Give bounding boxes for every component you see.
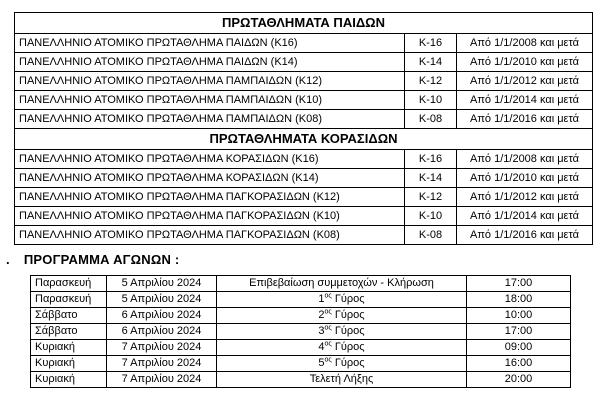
round-label: Γύρος bbox=[334, 341, 365, 353]
program-time: 20:00 bbox=[467, 372, 571, 388]
birth-eligibility: Από 1/1/2014 και μετά bbox=[457, 207, 593, 226]
championships-table bbox=[14, 12, 593, 245]
program-time: 16:00 bbox=[467, 356, 571, 372]
program-row bbox=[31, 372, 571, 388]
program-date: 7 Απριλίου 2024 bbox=[107, 356, 217, 372]
program-day: Σάββατο bbox=[31, 324, 107, 340]
birth-eligibility: Από 1/1/2014 και μετά bbox=[457, 91, 593, 110]
category-code: Κ-12 bbox=[405, 72, 457, 91]
round-label: Γύρος bbox=[334, 309, 365, 321]
program-event bbox=[217, 276, 467, 292]
program-date: 5 Απριλίου 2024 bbox=[107, 292, 217, 308]
round-label: Γύρος bbox=[334, 325, 365, 337]
birth-eligibility: Από 1/1/2008 και μετά bbox=[457, 150, 593, 169]
round-label: Γύρος bbox=[334, 293, 365, 305]
category-code: Κ-08 bbox=[405, 110, 457, 129]
program-row bbox=[31, 292, 571, 308]
program-day: Κυριακή bbox=[31, 356, 107, 372]
girls-section-header-row bbox=[15, 129, 593, 150]
program-event bbox=[217, 324, 467, 340]
round-number: 2 bbox=[318, 309, 325, 321]
program-date: 7 Απριλίου 2024 bbox=[107, 340, 217, 356]
category-code: Κ-10 bbox=[405, 91, 457, 110]
table-row bbox=[15, 53, 593, 72]
category-code: Κ-16 bbox=[405, 34, 457, 53]
championship-name: ΠΑΝΕΛΛΗΝΙΟ ΑΤΟΜΙΚΟ ΠΡΩΤΑΘΛΗΜΑ ΠΑΓΚΟΡΑΣΙΔΩΝ (Κ10) bbox=[15, 207, 405, 226]
birth-eligibility: Από 1/1/2012 και μετά bbox=[457, 72, 593, 91]
category-code: Κ-14 bbox=[405, 169, 457, 188]
table-row bbox=[15, 207, 593, 226]
program-title: ΠΡΟΓΡΑΜΜΑ ΑΓΩΝΩΝ : bbox=[23, 252, 180, 267]
program-event bbox=[217, 372, 467, 388]
table-row bbox=[15, 169, 593, 188]
round-ordinal-suffix: ος bbox=[324, 340, 332, 348]
round-ordinal-suffix: ος bbox=[324, 324, 332, 332]
program-row bbox=[31, 276, 571, 292]
program-day: Κυριακή bbox=[31, 372, 107, 388]
program-table bbox=[30, 275, 571, 388]
round-label: Γύρος bbox=[334, 357, 365, 369]
program-row bbox=[31, 324, 571, 340]
round-number: 4 bbox=[318, 341, 325, 353]
program-bullet: . bbox=[6, 252, 10, 267]
round-ordinal-suffix: ος bbox=[324, 356, 332, 364]
championship-name: ΠΑΝΕΛΛΗΝΙΟ ΑΤΟΜΙΚΟ ΠΡΩΤΑΘΛΗΜΑ ΠΑΜΠΑΙΔΩΝ (Κ08) bbox=[15, 110, 405, 129]
birth-eligibility: Από 1/1/2010 και μετά bbox=[457, 169, 593, 188]
program-day: Παρασκευή bbox=[31, 292, 107, 308]
program-date: 6 Απριλίου 2024 bbox=[107, 324, 217, 340]
program-time: 17:00 bbox=[467, 276, 571, 292]
table-row bbox=[15, 91, 593, 110]
birth-eligibility: Από 1/1/2008 και μετά bbox=[457, 34, 593, 53]
program-event bbox=[217, 308, 467, 324]
championship-name: ΠΑΝΕΛΛΗΝΙΟ ΑΤΟΜΙΚΟ ΠΡΩΤΑΘΛΗΜΑ ΠΑΙΔΩΝ (Κ14) bbox=[15, 53, 405, 72]
table-row bbox=[15, 110, 593, 129]
birth-eligibility: Από 1/1/2010 και μετά bbox=[457, 53, 593, 72]
program-day: Σάββατο bbox=[31, 308, 107, 324]
championship-name: ΠΑΝΕΛΛΗΝΙΟ ΑΤΟΜΙΚΟ ΠΡΩΤΑΘΛΗΜΑ ΚΟΡΑΣΙΔΩΝ (Κ16) bbox=[15, 150, 405, 169]
boys-section-title: ΠΡΩΤΑΘΛΗΜΑΤΑ ΠΑΙΔΩΝ bbox=[15, 13, 593, 34]
round-ordinal-suffix: ος bbox=[324, 292, 332, 300]
round-number: 1 bbox=[318, 293, 325, 305]
event-label: Επιβεβαίωση συμμετοχών - Κλήρωση bbox=[249, 277, 434, 289]
birth-eligibility: Από 1/1/2016 και μετά bbox=[457, 226, 593, 245]
program-time: 17:00 bbox=[467, 324, 571, 340]
birth-eligibility: Από 1/1/2016 και μετά bbox=[457, 110, 593, 129]
table-row bbox=[15, 150, 593, 169]
program-date: 6 Απριλίου 2024 bbox=[107, 308, 217, 324]
program-row bbox=[31, 340, 571, 356]
category-code: Κ-10 bbox=[405, 207, 457, 226]
round-number: 5 bbox=[318, 357, 325, 369]
program-day: Κυριακή bbox=[31, 340, 107, 356]
program-event bbox=[217, 356, 467, 372]
program-row bbox=[31, 308, 571, 324]
event-label: Τελετή Λήξης bbox=[309, 373, 374, 385]
program-event bbox=[217, 292, 467, 308]
championship-name: ΠΑΝΕΛΛΗΝΙΟ ΑΤΟΜΙΚΟ ΠΡΩΤΑΘΛΗΜΑ ΠΑΜΠΑΙΔΩΝ (Κ12) bbox=[15, 72, 405, 91]
championship-name: ΠΑΝΕΛΛΗΝΙΟ ΑΤΟΜΙΚΟ ΠΡΩΤΑΘΛΗΜΑ ΠΑΙΔΩΝ (Κ16) bbox=[15, 34, 405, 53]
boys-section-header-row bbox=[15, 13, 593, 34]
championship-name: ΠΑΝΕΛΛΗΝΙΟ ΑΤΟΜΙΚΟ ΠΡΩΤΑΘΛΗΜΑ ΚΟΡΑΣΙΔΩΝ (Κ14) bbox=[15, 169, 405, 188]
table-row bbox=[15, 34, 593, 53]
program-time: 10:00 bbox=[467, 308, 571, 324]
table-row bbox=[15, 72, 593, 91]
championship-name: ΠΑΝΕΛΛΗΝΙΟ ΑΤΟΜΙΚΟ ΠΡΩΤΑΘΛΗΜΑ ΠΑΓΚΟΡΑΣΙΔΩΝ (Κ12) bbox=[15, 188, 405, 207]
table-row bbox=[15, 226, 593, 245]
program-date: 5 Απριλίου 2024 bbox=[107, 276, 217, 292]
birth-eligibility: Από 1/1/2012 και μετά bbox=[457, 188, 593, 207]
championship-name: ΠΑΝΕΛΛΗΝΙΟ ΑΤΟΜΙΚΟ ΠΡΩΤΑΘΛΗΜΑ ΠΑΓΚΟΡΑΣΙΔΩΝ (Κ08) bbox=[15, 226, 405, 245]
round-ordinal-suffix: ος bbox=[324, 308, 332, 316]
program-day: Παρασκευή bbox=[31, 276, 107, 292]
program-time: 18:00 bbox=[467, 292, 571, 308]
category-code: Κ-14 bbox=[405, 53, 457, 72]
table-row bbox=[15, 188, 593, 207]
program-event bbox=[217, 340, 467, 356]
program-heading bbox=[6, 252, 179, 267]
program-date: 7 Απριλίου 2024 bbox=[107, 372, 217, 388]
category-code: Κ-16 bbox=[405, 150, 457, 169]
category-code: Κ-08 bbox=[405, 226, 457, 245]
girls-section-title: ΠΡΩΤΑΘΛΗΜΑΤΑ ΚΟΡΑΣΙΔΩΝ bbox=[15, 129, 593, 150]
program-time: 09:00 bbox=[467, 340, 571, 356]
category-code: Κ-12 bbox=[405, 188, 457, 207]
championship-name: ΠΑΝΕΛΛΗΝΙΟ ΑΤΟΜΙΚΟ ΠΡΩΤΑΘΛΗΜΑ ΠΑΜΠΑΙΔΩΝ (Κ10) bbox=[15, 91, 405, 110]
round-number: 3 bbox=[318, 325, 325, 337]
program-row bbox=[31, 356, 571, 372]
